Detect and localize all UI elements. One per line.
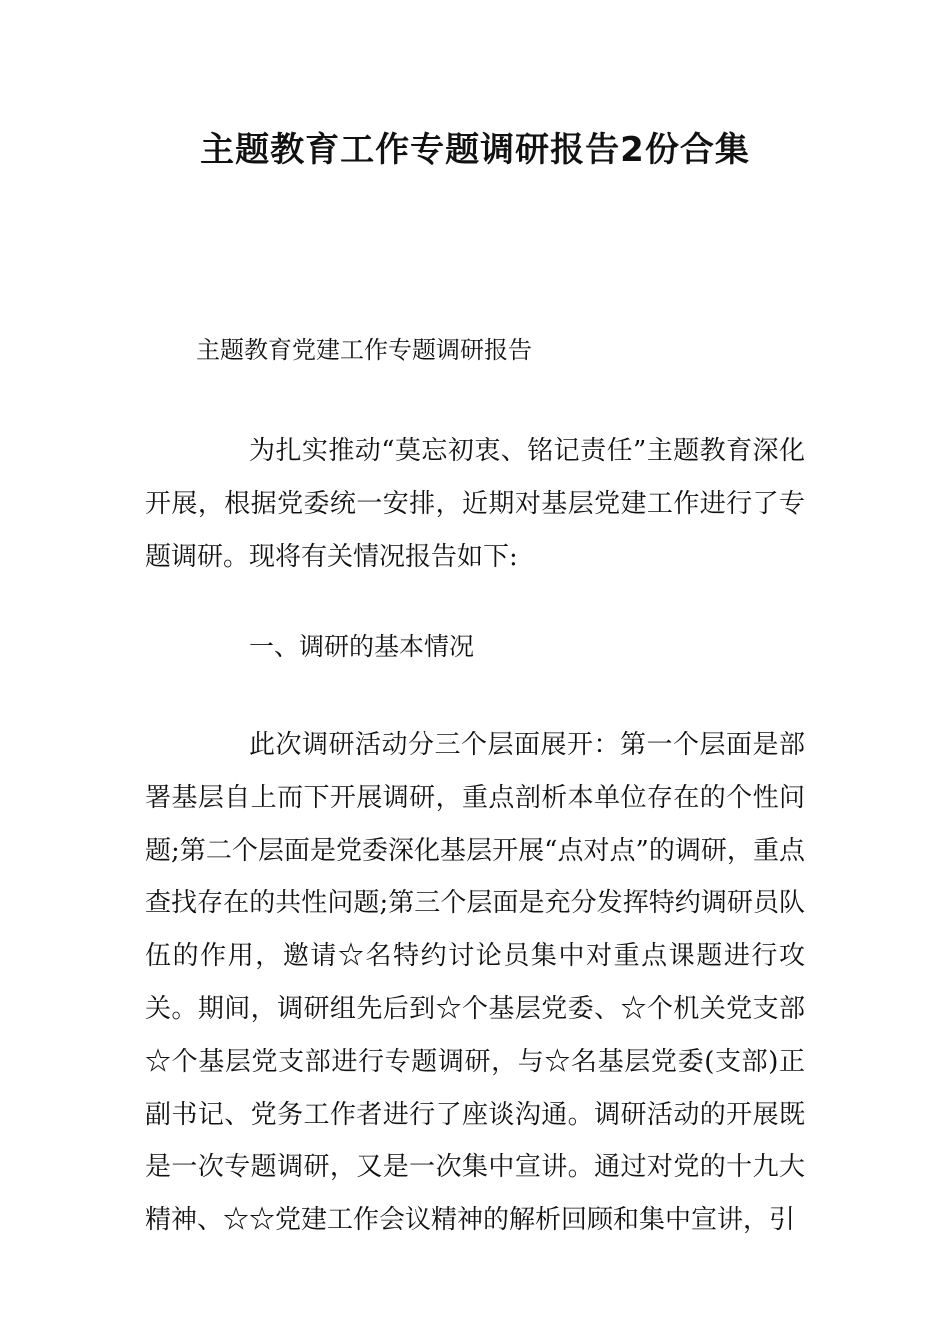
section-heading: 一、调研的基本情况 bbox=[249, 632, 475, 661]
report-subtitle: 主题教育党建工作专题调研报告 bbox=[196, 336, 532, 364]
body-paragraph: 此次调研活动分三个层面展开：第一个层面是部署基层自上而下开展调研，重点剖析本单位存在的个性问题;第二个层面是党委深化基层开展“点对点”的调研，重点查找存在的共性问题;第三个层面是充分发挥特约调研员队伍的作用，邀请☆名特约讨论员集中对重点课题进行攻关。期间，调研组先后到☆个基层党委、☆个机关党支部☆个基层党支部进行专题调研，与☆名基层党委(支部)正副书记、党务工作者进行了座谈沟通。调研活动的开展既是一次专题调研，又是一次集中宣讲。通过对党的十九大精神、☆☆党建工作会议精神的解析回顾和集中宣讲，引 bbox=[145, 730, 805, 1236]
document-title: 主题教育工作专题调研报告2份合集 bbox=[200, 130, 750, 170]
intro-paragraph: 为扎实推动“莫忘初衷、铭记责任”主题教育深化开展，根据党委统一安排，近期对基层党建工作进行了专题调研。现将有关情况报告如下: bbox=[145, 436, 805, 572]
